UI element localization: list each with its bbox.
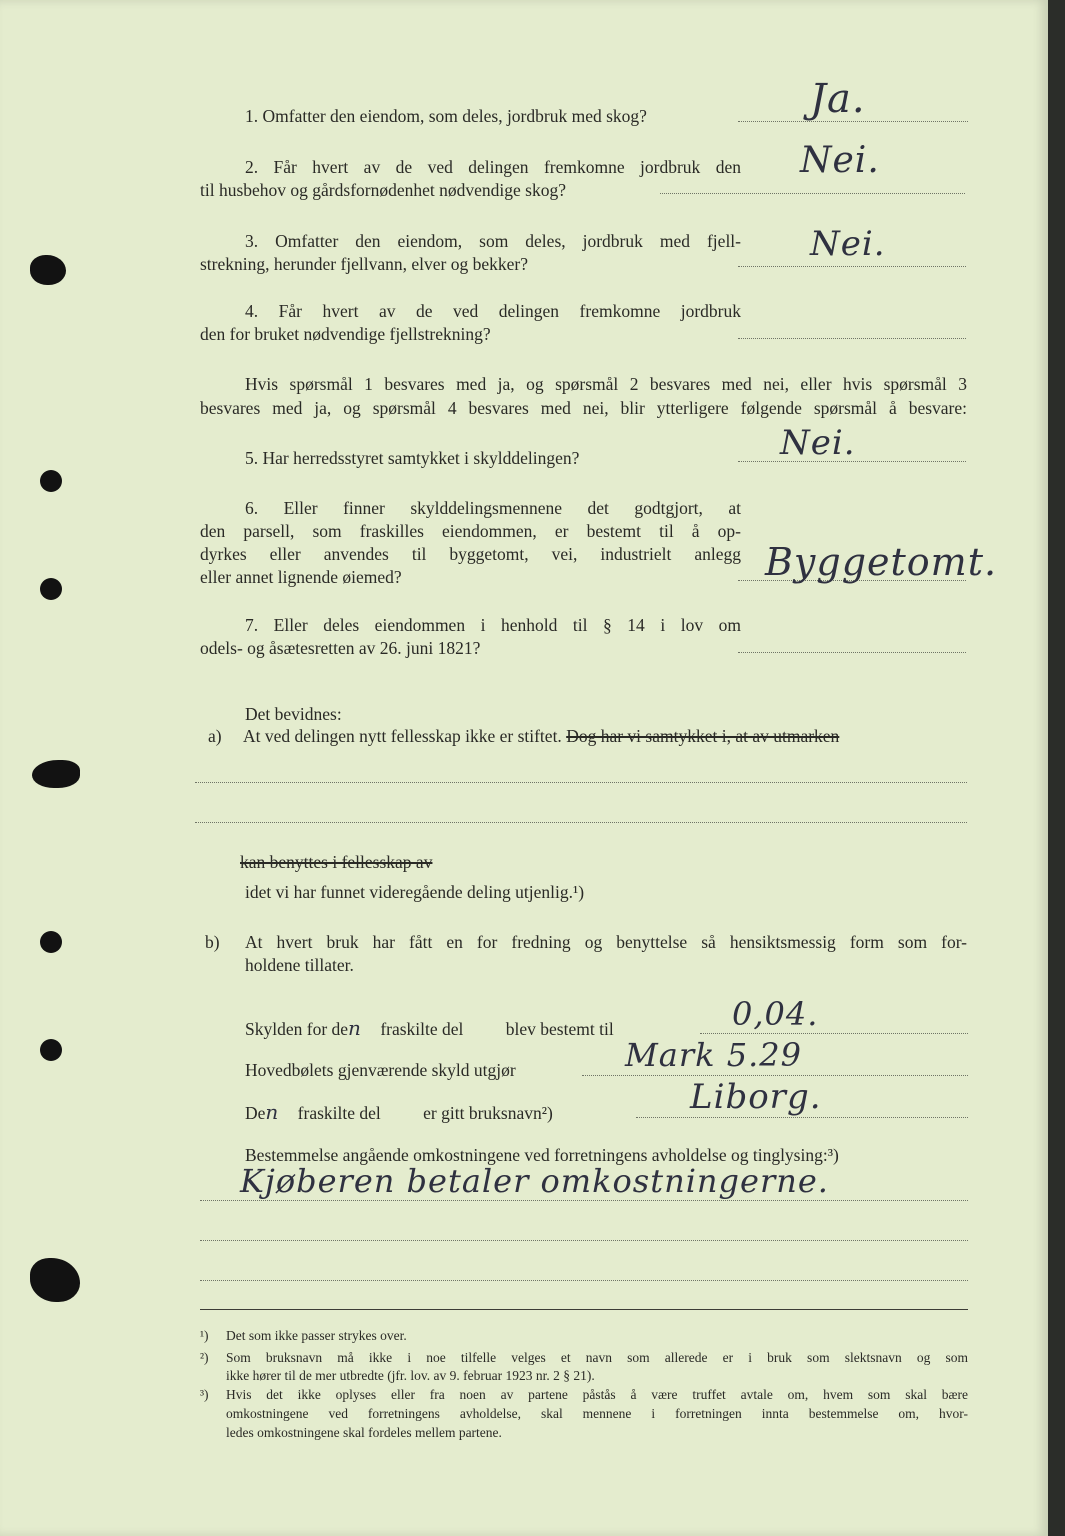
question-7-line-2: odels- og åsætesretten av 26. juni 1821? — [200, 638, 481, 658]
costs-provision-value: Kjøberen betaler omkostningerne. — [240, 1162, 829, 1200]
farm-name-handwritten-n: n — [265, 1100, 280, 1124]
farm-name-label-a: De — [245, 1103, 266, 1123]
main-farm-skyld-line — [582, 1075, 968, 1076]
item-a-label: a) — [208, 726, 222, 746]
footnote-3-line-2: omkostningene ved forretningens avholdelse, skal mennene i forretningen innta bestemmelse om, hvor- — [226, 1406, 968, 1421]
footnote-1-mark: ¹) — [200, 1328, 209, 1343]
binder-hole — [40, 578, 62, 600]
farm-name-label-c: er gitt bruksnavn²) — [423, 1103, 553, 1123]
answer-5: Nei. — [780, 423, 856, 463]
farm-name-line — [245, 1100, 553, 1125]
skyld-handwritten-n: n — [348, 1016, 362, 1040]
footnote-3-line-3: ledes omkostningene skal fordeles mellem partene. — [226, 1425, 502, 1440]
footnote-1: Det som ikke passer strykes over. — [226, 1328, 407, 1343]
blank-line-a-1 — [195, 782, 967, 783]
farm-name-label-b: fraskilte del — [297, 1103, 381, 1123]
item-a-struck-text-2: kan benyttes i fellesskap av — [240, 852, 433, 872]
answer-6: Byggetomt. — [765, 540, 998, 584]
item-a-continuation: idet vi har funnet videregående deling utjenlig.¹) — [245, 882, 585, 902]
binder-hole — [30, 1258, 80, 1302]
binder-hole — [40, 931, 62, 953]
question-5: 5. Har herredsstyret samtykket i skylddelingen? — [245, 448, 580, 468]
item-a-struck-text: Dog har vi samtykket i, at av utmarken — [566, 726, 840, 746]
answer-line-3 — [738, 266, 966, 267]
costs-line-1 — [200, 1200, 968, 1201]
main-farm-skyld-value: Mark 5.29 — [625, 1036, 802, 1074]
conditional-note-line-1: Hvis spørsmål 1 besvares med ja, og spørsmål 2 besvares med nei, eller hvis spørsmål 3 — [245, 374, 967, 394]
skyld-label-b: fraskilte del — [380, 1019, 464, 1039]
item-b-line-2: holdene tillater. — [245, 955, 354, 975]
answer-line-2 — [660, 193, 965, 194]
question-7-line-1: 7. Eller deles eiendommen i henhold til § 14 i lov om — [245, 615, 741, 635]
answer-line-7 — [738, 652, 966, 653]
skyld-label-c: blev bestemt til — [505, 1019, 614, 1039]
question-1: 1. Omfatter den eiendom, som deles, jordbruk med skog? — [245, 106, 647, 126]
footnote-2-mark: ²) — [200, 1350, 209, 1365]
binder-hole — [30, 255, 66, 285]
question-6-line-4: eller annet lignende øiemed? — [200, 567, 402, 587]
binder-hole — [32, 760, 80, 788]
question-2-line-1: 2. Får hvert av de ved delingen fremkomne jordbruk den — [245, 157, 741, 177]
item-b-line-1: At hvert bruk har fått en for fredning og benyttelse så hensiktsmessig form som for- — [245, 932, 967, 952]
answer-1: Ja. — [810, 76, 866, 122]
skyld-line-1 — [245, 1016, 614, 1041]
skyld-value-line — [700, 1033, 968, 1034]
item-a-text — [243, 724, 839, 748]
footnote-2-line-1: Som bruksnavn må ikke i noe tilfelle velges et navn som allerede er i bruk som slektsnavn og som — [226, 1350, 968, 1365]
certification-heading: Det bevidnes: — [245, 704, 342, 724]
binder-hole — [40, 1039, 62, 1061]
question-6-line-2: den parsell, som fraskilles eiendommen, er bestemt til å op- — [200, 521, 741, 541]
skyld-label-a: Skylden for de — [245, 1019, 349, 1039]
main-farm-skyld-label: Hovedbølets gjenværende skyld utgjør — [245, 1060, 516, 1080]
answer-line-4 — [738, 338, 966, 339]
question-4-line-2: den for bruket nødvendige fjellstrekning? — [200, 324, 491, 344]
footnote-3-line-1: Hvis det ikke oplyses eller fra noen av partene påstås å være truffet avtale om, hvem som skal bære — [226, 1387, 968, 1402]
footnote-3-mark: ³) — [200, 1387, 209, 1402]
farm-name-value-line — [636, 1117, 968, 1118]
answer-3: Nei. — [810, 224, 886, 264]
costs-provision-label: Bestemmelse angående omkostningene ved forretningens avholdelse og tinglysing:³) — [245, 1145, 839, 1165]
binder-hole — [40, 470, 62, 492]
question-4-line-1: 4. Får hvert av de ved delingen fremkomne jordbruk — [245, 301, 741, 321]
farm-name-value: Liborg. — [690, 1077, 822, 1117]
costs-line-3 — [200, 1280, 968, 1281]
answer-2: Nei. — [800, 140, 880, 181]
item-b-label: b) — [205, 932, 220, 952]
footnote-2-line-2: ikke hører til de mer utbredte (jfr. lov. av 9. februar 1923 nr. 2 § 21). — [226, 1368, 595, 1383]
question-6-line-3: dyrkes eller anvendes til byggetomt, vei, industrielt anlegg — [200, 544, 741, 564]
item-a-statement: At ved delingen nytt fellesskap ikke er stiftet. — [243, 726, 562, 746]
costs-line-2 — [200, 1240, 968, 1241]
footnote-separator — [200, 1309, 968, 1310]
blank-line-a-2 — [195, 822, 967, 823]
skyld-value: 0,04. — [732, 995, 819, 1033]
question-2-line-2: til husbehov og gårdsfornødenhet nødvendige skog? — [200, 180, 566, 200]
question-6-line-1: 6. Eller finner skylddelingsmennene det godtgjort, at — [245, 498, 741, 518]
question-3-line-2: strekning, herunder fjellvann, elver og bekker? — [200, 254, 528, 274]
question-3-line-1: 3. Omfatter den eiendom, som deles, jordbruk med fjell- — [245, 231, 741, 251]
conditional-note-line-2: besvares med ja, og spørsmål 4 besvares med nei, blir ytterligere følgende spørsmål å besvare: — [200, 398, 967, 418]
